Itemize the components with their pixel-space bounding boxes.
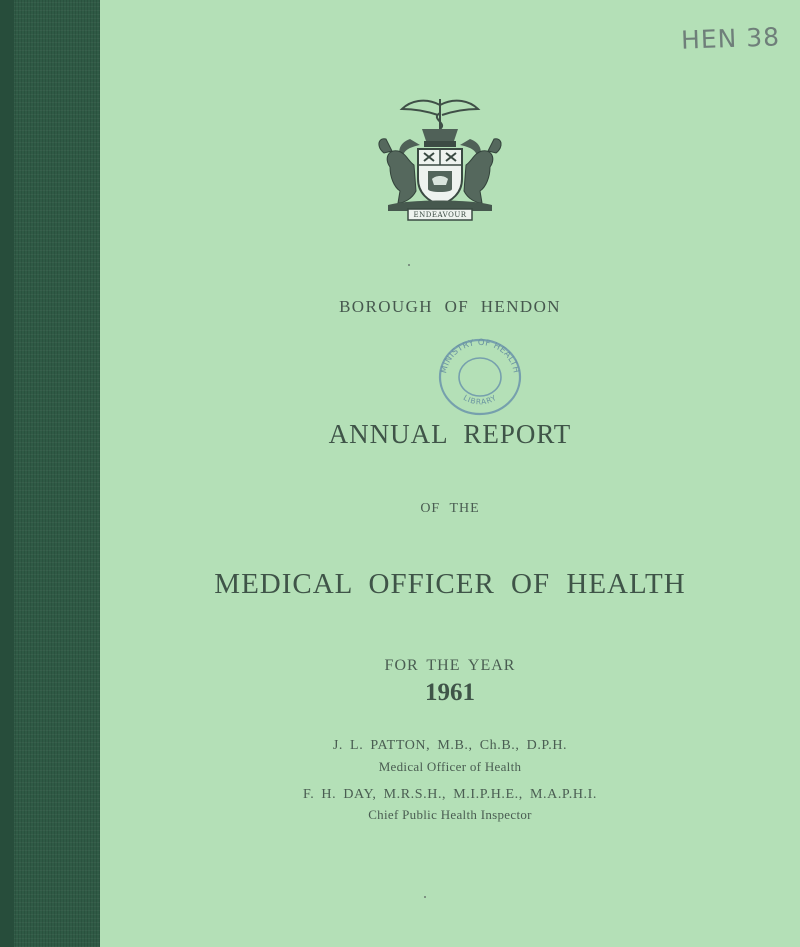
svg-text:MINISTRY OF HEALTH <box>439 338 521 374</box>
officer-name: F. H. DAY, M.R.S.H., M.I.P.H.E., M.A.P.H.I. <box>302 787 598 802</box>
report-of-the: OF THE <box>420 501 480 516</box>
book-spine <box>0 0 100 947</box>
officer-title: Chief Public Health Inspector <box>368 807 532 822</box>
handwritten-reference: HEN 38 <box>680 22 781 55</box>
stamp-bottom-text: LIBRARY <box>461 392 499 407</box>
svg-text:LIBRARY <box>462 393 499 407</box>
paper-speck <box>424 896 426 898</box>
officer-name: J. L. PATTON, M.B., Ch.B., D.P.H. <box>332 738 568 753</box>
paper-speck <box>408 264 410 266</box>
report-subject: MEDICAL OFFICER OF HEALTH <box>214 568 686 600</box>
stamp-top-text: MINISTRY OF HEALTH <box>439 337 521 375</box>
crest-motto: ENDEAVOUR <box>413 211 467 219</box>
for-the-year-label: FOR THE YEAR <box>384 657 516 674</box>
report-title: ANNUAL REPORT <box>328 419 572 449</box>
borough-crest-emblem <box>370 95 510 225</box>
report-year: 1961 <box>425 679 475 706</box>
library-stamp <box>434 336 526 418</box>
officer-title: Medical Officer of Health <box>378 759 522 774</box>
spine-edge <box>0 0 14 947</box>
borough-name: BOROUGH OF HENDON <box>339 297 561 316</box>
